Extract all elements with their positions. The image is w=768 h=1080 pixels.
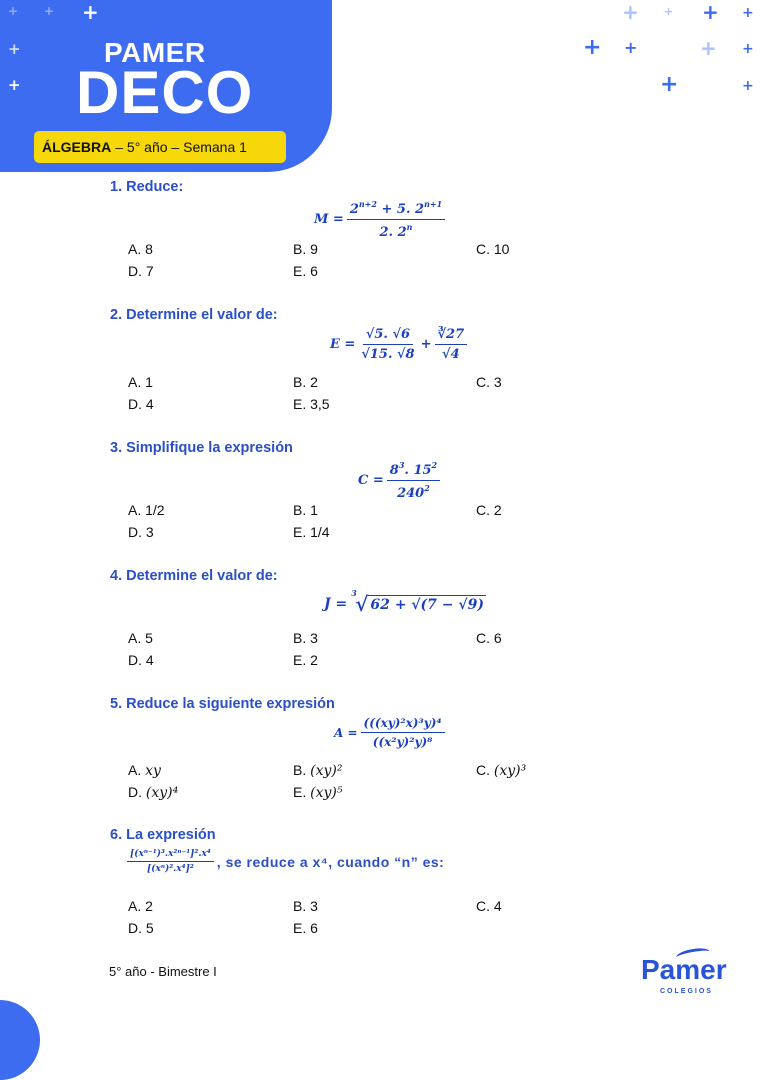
option: B. 9	[293, 241, 318, 257]
plus-icon: +	[742, 41, 754, 57]
fraction-numerator: [(xⁿ⁻¹)³.x²ⁿ⁻¹]².x⁴	[127, 849, 214, 862]
footer-text: 5° año - Bimestre I	[109, 964, 217, 979]
question-3-title: 3. Simplifique la expresión	[110, 440, 293, 456]
question-4-formula	[324, 588, 486, 616]
option: D. 7	[128, 263, 154, 279]
option: A. 8	[128, 241, 153, 257]
fraction-denominator: √15. √8	[361, 347, 415, 362]
question-4-title: 4. Determine el valor de:	[110, 568, 278, 584]
option: B. 3	[293, 898, 318, 914]
fraction-denominator: ((x²y)²y)⁸	[372, 735, 433, 749]
option: E. 3,5	[293, 396, 330, 412]
plus-icon: +	[624, 38, 638, 57]
fraction-numerator: ∛27	[435, 327, 468, 345]
fraction-numerator: (((xy)²x)³y)⁴	[361, 716, 445, 733]
fraction-denominator: 2. 2$^n$	[379, 222, 413, 240]
option: D. 4	[128, 396, 154, 412]
option: D. 5	[128, 920, 154, 936]
subject-pill	[34, 131, 286, 163]
option: B. (xy)²	[293, 762, 343, 779]
option: A. 1	[128, 374, 153, 390]
option: B. 1	[293, 502, 318, 518]
subject-detail: – 5° año – Semana 1	[115, 139, 247, 155]
question-6-formula	[124, 849, 444, 874]
option: B. 2	[293, 374, 318, 390]
fraction	[361, 716, 445, 749]
plus-icon: +	[8, 4, 19, 18]
plus-icon: +	[660, 72, 679, 97]
brand-pamer: PAMER	[104, 37, 206, 68]
plus-icon: +	[664, 5, 674, 18]
option: C. 10	[476, 241, 510, 257]
formula-lhs: E =	[330, 337, 356, 352]
option: E. 6	[293, 920, 318, 936]
cube-root: 3 √ 62 + √(7 − √9)	[351, 588, 484, 616]
plus-icon: +	[44, 4, 55, 18]
fraction	[347, 199, 445, 240]
question-5-formula	[334, 716, 448, 749]
plus-icon: +	[700, 36, 717, 60]
option: D. 3	[128, 524, 154, 540]
option: C. 2	[476, 502, 502, 518]
pamer-logo-subtitle: COLEGIOS	[660, 988, 713, 995]
plus-icon: +	[742, 78, 754, 94]
plus-icon: +	[82, 0, 99, 24]
fraction	[435, 327, 468, 362]
option: A. 2	[128, 898, 153, 914]
question-1-formula	[314, 199, 448, 240]
radicand: 62 + √(7 − √9)	[370, 597, 484, 613]
fraction-denominator: √4	[442, 347, 460, 362]
fraction-denominator: $240^2$	[397, 483, 430, 501]
question-5-title: 5. Reduce la siguiente expresión	[110, 696, 335, 712]
plus-icon: +	[8, 40, 21, 58]
corner-decoration	[0, 1000, 40, 1080]
plus-icon: +	[742, 5, 754, 21]
fraction-numerator: $2^{n+2} + 5$. $2^{n+1}$	[347, 199, 445, 220]
option: C. 4	[476, 898, 502, 914]
question-3-formula	[358, 460, 443, 501]
brand-deco: DECO	[76, 59, 254, 126]
option: E. 1/4	[293, 524, 330, 540]
option: C. 6	[476, 630, 502, 646]
question-2-formula	[330, 327, 470, 362]
question-2-title: 2. Determine el valor de:	[110, 307, 278, 323]
pamer-logo: Pamer	[641, 954, 727, 985]
formula-lhs: C =	[358, 473, 384, 488]
question-6-tail: , se reduce a x⁴, cuando “n” es:	[216, 853, 445, 870]
option: E. 6	[293, 263, 318, 279]
option: E. 2	[293, 652, 318, 668]
option: C. (xy)³	[476, 762, 527, 779]
option: B. 3	[293, 630, 318, 646]
formula-lhs: A =	[334, 725, 358, 740]
fraction-denominator: [(xⁿ)².x⁴]²	[146, 864, 194, 874]
option: A. 1/2	[128, 502, 165, 518]
plus-icon: +	[583, 35, 602, 60]
plus-icon: +	[702, 0, 719, 24]
fraction	[387, 460, 440, 501]
fraction-numerator: $8^3$. $15^2$	[387, 460, 440, 481]
fraction	[358, 327, 417, 362]
question-1-title: 1. Reduce:	[110, 179, 184, 195]
plus-sign: +	[420, 337, 432, 352]
plus-icon: +	[622, 0, 639, 24]
subject-name: ÁLGEBRA	[42, 139, 112, 155]
option: D. 4	[128, 652, 154, 668]
option: C. 3	[476, 374, 502, 390]
fraction-numerator: √5. √6	[363, 327, 413, 345]
option: A. xy	[128, 762, 161, 779]
formula-lhs: M =	[314, 212, 344, 227]
fraction	[127, 849, 214, 874]
option: E. (xy)⁵	[293, 784, 343, 801]
plus-icon: +	[8, 76, 21, 94]
option: A. 5	[128, 630, 153, 646]
formula-lhs: J =	[324, 596, 348, 612]
question-6-title: 6. La expresión	[110, 827, 216, 843]
option: D. (xy)⁴	[128, 784, 179, 801]
